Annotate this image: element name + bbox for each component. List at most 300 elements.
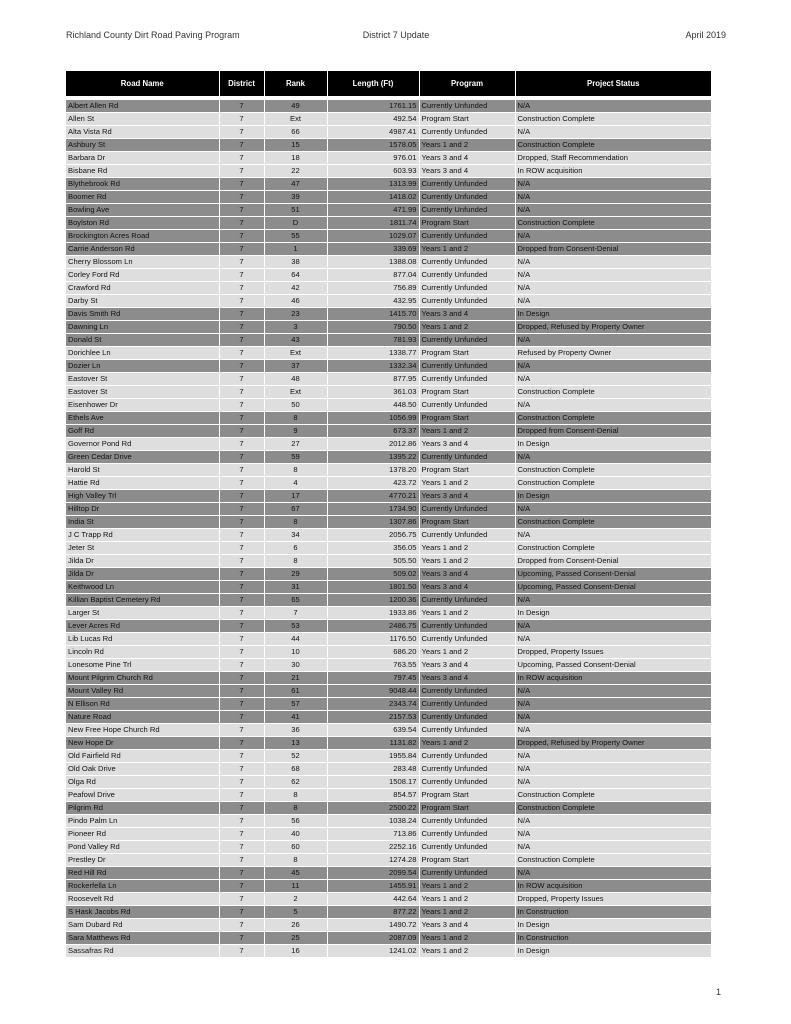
table-row <box>66 685 711 698</box>
cell-rank: 29 <box>264 568 327 581</box>
cell-length: 4770.21 <box>327 490 419 503</box>
cell-rank: 68 <box>264 763 327 776</box>
cell-district: 7 <box>219 711 264 724</box>
table-row <box>66 802 711 815</box>
cell-length: 1455.91 <box>327 880 419 893</box>
cell-rank: 8 <box>264 854 327 867</box>
cell-district: 7 <box>219 360 264 373</box>
col-header-length: Length (Ft) <box>327 71 419 96</box>
cell-rank: 8 <box>264 516 327 529</box>
cell-program: Program Start <box>419 386 515 399</box>
cell-length: 1338.77 <box>327 347 419 360</box>
cell-program: Currently Unfunded <box>419 828 515 841</box>
cell-rank: 60 <box>264 841 327 854</box>
cell-status: Construction Complete <box>515 139 711 152</box>
cell-program: Currently Unfunded <box>419 295 515 308</box>
cell-length: 492.54 <box>327 113 419 126</box>
table-row <box>66 464 711 477</box>
cell-road-name: Ashbury St <box>66 139 219 152</box>
cell-road-name: Keithwood Ln <box>66 581 219 594</box>
cell-road-name: Peafowl Drive <box>66 789 219 802</box>
cell-program: Years 3 and 4 <box>419 659 515 672</box>
col-header-program: Program <box>419 71 515 96</box>
cell-rank: 65 <box>264 594 327 607</box>
cell-status: In Construction <box>515 932 711 945</box>
cell-length: 877.95 <box>327 373 419 386</box>
table-row <box>66 165 711 178</box>
cell-district: 7 <box>219 893 264 906</box>
cell-status: N/A <box>515 594 711 607</box>
cell-road-name: Nature Road <box>66 711 219 724</box>
table-row <box>66 230 711 243</box>
cell-road-name: Green Cedar Drive <box>66 451 219 464</box>
cell-rank: 59 <box>264 451 327 464</box>
cell-road-name: N Ellison Rd <box>66 698 219 711</box>
cell-status: N/A <box>515 685 711 698</box>
cell-road-name: Pindo Palm Ln <box>66 815 219 828</box>
cell-road-name: Dawning Ln <box>66 321 219 334</box>
cell-district: 7 <box>219 217 264 230</box>
cell-length: 361.03 <box>327 386 419 399</box>
table-row <box>66 763 711 776</box>
cell-status: Dropped, Refused by Property Owner <box>515 321 711 334</box>
cell-status: N/A <box>515 126 711 139</box>
cell-length: 448.50 <box>327 399 419 412</box>
cell-program: Years 3 and 4 <box>419 672 515 685</box>
cell-road-name: Bisbane Rd <box>66 165 219 178</box>
cell-road-name: S Hask Jacobs Rd <box>66 906 219 919</box>
cell-status: N/A <box>515 529 711 542</box>
table-row <box>66 113 711 126</box>
cell-district: 7 <box>219 932 264 945</box>
table-row <box>66 490 711 503</box>
cell-district: 7 <box>219 165 264 178</box>
cell-district: 7 <box>219 607 264 620</box>
header-date: April 2019 <box>685 30 726 40</box>
table-row <box>66 529 711 542</box>
table-row <box>66 386 711 399</box>
cell-program: Program Start <box>419 464 515 477</box>
cell-program: Program Start <box>419 789 515 802</box>
cell-status: N/A <box>515 776 711 789</box>
cell-district: 7 <box>219 542 264 555</box>
table-row <box>66 906 711 919</box>
cell-rank: 8 <box>264 802 327 815</box>
table-row <box>66 126 711 139</box>
cell-status: Upcoming, Passed Consent-Denial <box>515 659 711 672</box>
cell-program: Years 1 and 2 <box>419 243 515 256</box>
cell-length: 790.50 <box>327 321 419 334</box>
table-row <box>66 828 711 841</box>
cell-district: 7 <box>219 581 264 594</box>
cell-length: 1388.08 <box>327 256 419 269</box>
cell-district: 7 <box>219 919 264 932</box>
cell-program: Currently Unfunded <box>419 100 515 113</box>
cell-length: 673.37 <box>327 425 419 438</box>
cell-length: 877.22 <box>327 906 419 919</box>
cell-road-name: Pilgrim Rd <box>66 802 219 815</box>
cell-length: 1029.07 <box>327 230 419 243</box>
cell-district: 7 <box>219 113 264 126</box>
cell-rank: 43 <box>264 334 327 347</box>
cell-district: 7 <box>219 646 264 659</box>
cell-district: 7 <box>219 126 264 139</box>
cell-status: Construction Complete <box>515 802 711 815</box>
table-row <box>66 269 711 282</box>
cell-road-name: Mount Pilgrim Church Rd <box>66 672 219 685</box>
cell-rank: Ext <box>264 113 327 126</box>
cell-road-name: Old Fairfield Rd <box>66 750 219 763</box>
cell-rank: 37 <box>264 360 327 373</box>
cell-district: 7 <box>219 464 264 477</box>
table-row <box>66 594 711 607</box>
col-header-status: Project Status <box>515 71 711 96</box>
cell-program: Currently Unfunded <box>419 763 515 776</box>
cell-status: Construction Complete <box>515 464 711 477</box>
cell-length: 2099.54 <box>327 867 419 880</box>
cell-length: 1176.50 <box>327 633 419 646</box>
cell-rank: Ext <box>264 386 327 399</box>
cell-rank: 47 <box>264 178 327 191</box>
cell-program: Years 3 and 4 <box>419 581 515 594</box>
cell-rank: 64 <box>264 269 327 282</box>
cell-status: N/A <box>515 503 711 516</box>
cell-district: 7 <box>219 178 264 191</box>
cell-program: Years 1 and 2 <box>419 321 515 334</box>
cell-status: In Design <box>515 490 711 503</box>
table-row <box>66 633 711 646</box>
table-row <box>66 789 711 802</box>
cell-road-name: Governor Pond Rd <box>66 438 219 451</box>
table-row <box>66 308 711 321</box>
cell-status: N/A <box>515 178 711 191</box>
cell-district: 7 <box>219 945 264 958</box>
cell-road-name: New Hope Dr <box>66 737 219 750</box>
cell-rank: 50 <box>264 399 327 412</box>
cell-program: Years 3 and 4 <box>419 165 515 178</box>
cell-program: Years 1 and 2 <box>419 542 515 555</box>
cell-program: Currently Unfunded <box>419 685 515 698</box>
cell-length: 2343.74 <box>327 698 419 711</box>
cell-rank: 8 <box>264 464 327 477</box>
header-program-name: Richland County Dirt Road Paving Program <box>66 30 240 40</box>
cell-road-name: Blythebrook Rd <box>66 178 219 191</box>
cell-status: N/A <box>515 763 711 776</box>
cell-length: 509.02 <box>327 568 419 581</box>
cell-road-name: Sam Dubard Rd <box>66 919 219 932</box>
cell-status: In ROW acquisition <box>515 880 711 893</box>
cell-status: N/A <box>515 724 711 737</box>
cell-road-name: Carrie Anderson Rd <box>66 243 219 256</box>
cell-district: 7 <box>219 204 264 217</box>
cell-program: Currently Unfunded <box>419 256 515 269</box>
table-row <box>66 646 711 659</box>
cell-district: 7 <box>219 698 264 711</box>
cell-rank: 31 <box>264 581 327 594</box>
cell-district: 7 <box>219 451 264 464</box>
cell-road-name: Pioneer Rd <box>66 828 219 841</box>
cell-road-name: Mount Valley Rd <box>66 685 219 698</box>
cell-road-name: Old Oak Drive <box>66 763 219 776</box>
table-row <box>66 256 711 269</box>
cell-district: 7 <box>219 503 264 516</box>
cell-program: Years 1 and 2 <box>419 932 515 945</box>
cell-program: Years 1 and 2 <box>419 906 515 919</box>
cell-road-name: Sara Matthews Rd <box>66 932 219 945</box>
cell-length: 471.99 <box>327 204 419 217</box>
cell-road-name: Dorichlee Ln <box>66 347 219 360</box>
table-row <box>66 854 711 867</box>
cell-rank: 2 <box>264 893 327 906</box>
cell-road-name: High Valley Trl <box>66 490 219 503</box>
cell-program: Years 1 and 2 <box>419 893 515 906</box>
cell-rank: 51 <box>264 204 327 217</box>
cell-program: Years 1 and 2 <box>419 880 515 893</box>
cell-status: Construction Complete <box>515 516 711 529</box>
cell-status: Construction Complete <box>515 789 711 802</box>
cell-length: 442.64 <box>327 893 419 906</box>
cell-road-name: Dozier Ln <box>66 360 219 373</box>
cell-road-name: Darby St <box>66 295 219 308</box>
table-row <box>66 672 711 685</box>
cell-length: 2087.09 <box>327 932 419 945</box>
cell-road-name: Albert Allen Rd <box>66 100 219 113</box>
cell-program: Currently Unfunded <box>419 503 515 516</box>
cell-road-name: Red Hill Rd <box>66 867 219 880</box>
cell-road-name: Eastover St <box>66 386 219 399</box>
cell-rank: 61 <box>264 685 327 698</box>
cell-road-name: Olga Rd <box>66 776 219 789</box>
cell-status: N/A <box>515 828 711 841</box>
cell-rank: 11 <box>264 880 327 893</box>
cell-status: Dropped, Refused by Property Owner <box>515 737 711 750</box>
table-row <box>66 503 711 516</box>
cell-rank: 1 <box>264 243 327 256</box>
cell-rank: 13 <box>264 737 327 750</box>
cell-rank: 9 <box>264 425 327 438</box>
cell-length: 1241.02 <box>327 945 419 958</box>
cell-district: 7 <box>219 854 264 867</box>
cell-status: In Design <box>515 945 711 958</box>
cell-length: 763.55 <box>327 659 419 672</box>
cell-district: 7 <box>219 789 264 802</box>
cell-road-name: Harold St <box>66 464 219 477</box>
cell-road-name: Cherry Blossom Ln <box>66 256 219 269</box>
cell-district: 7 <box>219 867 264 880</box>
cell-rank: 39 <box>264 191 327 204</box>
cell-length: 1801.50 <box>327 581 419 594</box>
cell-status: N/A <box>515 100 711 113</box>
cell-length: 1734.90 <box>327 503 419 516</box>
table-row <box>66 412 711 425</box>
cell-road-name: Lib Lucas Rd <box>66 633 219 646</box>
cell-program: Currently Unfunded <box>419 711 515 724</box>
cell-program: Currently Unfunded <box>419 334 515 347</box>
cell-rank: 5 <box>264 906 327 919</box>
cell-road-name: Donald St <box>66 334 219 347</box>
cell-length: 1200.36 <box>327 594 419 607</box>
cell-length: 1415.70 <box>327 308 419 321</box>
table-row <box>66 373 711 386</box>
cell-road-name: Larger St <box>66 607 219 620</box>
cell-program: Years 1 and 2 <box>419 646 515 659</box>
cell-district: 7 <box>219 620 264 633</box>
cell-program: Currently Unfunded <box>419 191 515 204</box>
cell-status: N/A <box>515 750 711 763</box>
page-number: 1 <box>716 987 722 997</box>
cell-road-name: J C Trapp Rd <box>66 529 219 542</box>
cell-program: Currently Unfunded <box>419 724 515 737</box>
cell-road-name: Ethels Ave <box>66 412 219 425</box>
cell-status: In Design <box>515 308 711 321</box>
cell-rank: 40 <box>264 828 327 841</box>
table-row <box>66 178 711 191</box>
cell-district: 7 <box>219 841 264 854</box>
cell-program: Currently Unfunded <box>419 633 515 646</box>
cell-district: 7 <box>219 334 264 347</box>
cell-program: Currently Unfunded <box>419 529 515 542</box>
cell-program: Currently Unfunded <box>419 451 515 464</box>
cell-length: 1508.17 <box>327 776 419 789</box>
cell-road-name: Davis Smith Rd <box>66 308 219 321</box>
cell-rank: 23 <box>264 308 327 321</box>
cell-status: N/A <box>515 282 711 295</box>
cell-length: 2056.75 <box>327 529 419 542</box>
cell-district: 7 <box>219 321 264 334</box>
cell-status: N/A <box>515 815 711 828</box>
header-subtitle: District 7 Update <box>362 30 430 40</box>
cell-status: N/A <box>515 633 711 646</box>
cell-road-name: Barbara Dr <box>66 152 219 165</box>
cell-length: 505.50 <box>327 555 419 568</box>
cell-length: 2012.86 <box>327 438 419 451</box>
cell-program: Years 3 and 4 <box>419 568 515 581</box>
table-row <box>66 568 711 581</box>
cell-road-name: Roosevelt Rd <box>66 893 219 906</box>
cell-district: 7 <box>219 243 264 256</box>
table-row <box>66 815 711 828</box>
cell-rank: 53 <box>264 620 327 633</box>
cell-road-name: Goff Rd <box>66 425 219 438</box>
cell-rank: 17 <box>264 490 327 503</box>
cell-district: 7 <box>219 399 264 412</box>
cell-program: Currently Unfunded <box>419 815 515 828</box>
table-row <box>66 477 711 490</box>
cell-road-name: Corley Ford Rd <box>66 269 219 282</box>
cell-status: N/A <box>515 698 711 711</box>
cell-program: Program Start <box>419 217 515 230</box>
cell-length: 781.93 <box>327 334 419 347</box>
cell-district: 7 <box>219 425 264 438</box>
cell-length: 1490.72 <box>327 919 419 932</box>
cell-status: Dropped, Staff Recommendation <box>515 152 711 165</box>
cell-program: Currently Unfunded <box>419 594 515 607</box>
cell-length: 1131.82 <box>327 737 419 750</box>
cell-road-name: Jilda Dr <box>66 555 219 568</box>
table-row <box>66 698 711 711</box>
cell-rank: 4 <box>264 477 327 490</box>
table-row <box>66 893 711 906</box>
cell-length: 1811.74 <box>327 217 419 230</box>
col-header-road-name: Road Name <box>66 71 219 96</box>
cell-length: 2500.22 <box>327 802 419 815</box>
cell-status: In Construction <box>515 906 711 919</box>
table-row <box>66 724 711 737</box>
cell-length: 423.72 <box>327 477 419 490</box>
cell-district: 7 <box>219 308 264 321</box>
table-row <box>66 399 711 412</box>
cell-status: In Design <box>515 919 711 932</box>
cell-status: N/A <box>515 269 711 282</box>
cell-status: N/A <box>515 256 711 269</box>
cell-program: Years 1 and 2 <box>419 737 515 750</box>
cell-status: Refused by Property Owner <box>515 347 711 360</box>
table-row <box>66 243 711 256</box>
cell-rank: Ext <box>264 347 327 360</box>
cell-rank: 57 <box>264 698 327 711</box>
cell-program: Years 3 and 4 <box>419 308 515 321</box>
cell-road-name: Rockerfella Ln <box>66 880 219 893</box>
cell-road-name: Pond Valley Rd <box>66 841 219 854</box>
cell-status: In Design <box>515 438 711 451</box>
cell-program: Program Start <box>419 412 515 425</box>
cell-road-name: Boylston Rd <box>66 217 219 230</box>
col-header-district: District <box>219 71 264 96</box>
cell-status: Construction Complete <box>515 386 711 399</box>
table-row <box>66 438 711 451</box>
cell-length: 713.86 <box>327 828 419 841</box>
table-row <box>66 282 711 295</box>
cell-road-name: Lever Acres Rd <box>66 620 219 633</box>
cell-district: 7 <box>219 347 264 360</box>
cell-length: 1933.86 <box>327 607 419 620</box>
cell-length: 1307.86 <box>327 516 419 529</box>
cell-district: 7 <box>219 230 264 243</box>
cell-district: 7 <box>219 802 264 815</box>
cell-district: 7 <box>219 815 264 828</box>
table-row <box>66 217 711 230</box>
cell-status: Dropped from Consent-Denial <box>515 243 711 256</box>
cell-district: 7 <box>219 256 264 269</box>
cell-rank: 41 <box>264 711 327 724</box>
cell-district: 7 <box>219 763 264 776</box>
cell-rank: 26 <box>264 919 327 932</box>
cell-district: 7 <box>219 516 264 529</box>
cell-program: Years 1 and 2 <box>419 945 515 958</box>
cell-length: 283.48 <box>327 763 419 776</box>
cell-length: 1578.05 <box>327 139 419 152</box>
cell-length: 2157.53 <box>327 711 419 724</box>
cell-district: 7 <box>219 594 264 607</box>
table-header-row <box>66 71 711 96</box>
cell-rank: 36 <box>264 724 327 737</box>
cell-district: 7 <box>219 633 264 646</box>
cell-program: Years 1 and 2 <box>419 477 515 490</box>
cell-road-name: Lincoln Rd <box>66 646 219 659</box>
table-row <box>66 295 711 308</box>
table-row <box>66 100 711 113</box>
cell-district: 7 <box>219 659 264 672</box>
cell-rank: 8 <box>264 555 327 568</box>
cell-status: Dropped, Property Issues <box>515 893 711 906</box>
cell-status: Construction Complete <box>515 412 711 425</box>
cell-program: Years 1 and 2 <box>419 425 515 438</box>
cell-program: Currently Unfunded <box>419 178 515 191</box>
table-row <box>66 555 711 568</box>
cell-road-name: Lonesome Pine Trl <box>66 659 219 672</box>
cell-status: N/A <box>515 711 711 724</box>
table-row <box>66 919 711 932</box>
